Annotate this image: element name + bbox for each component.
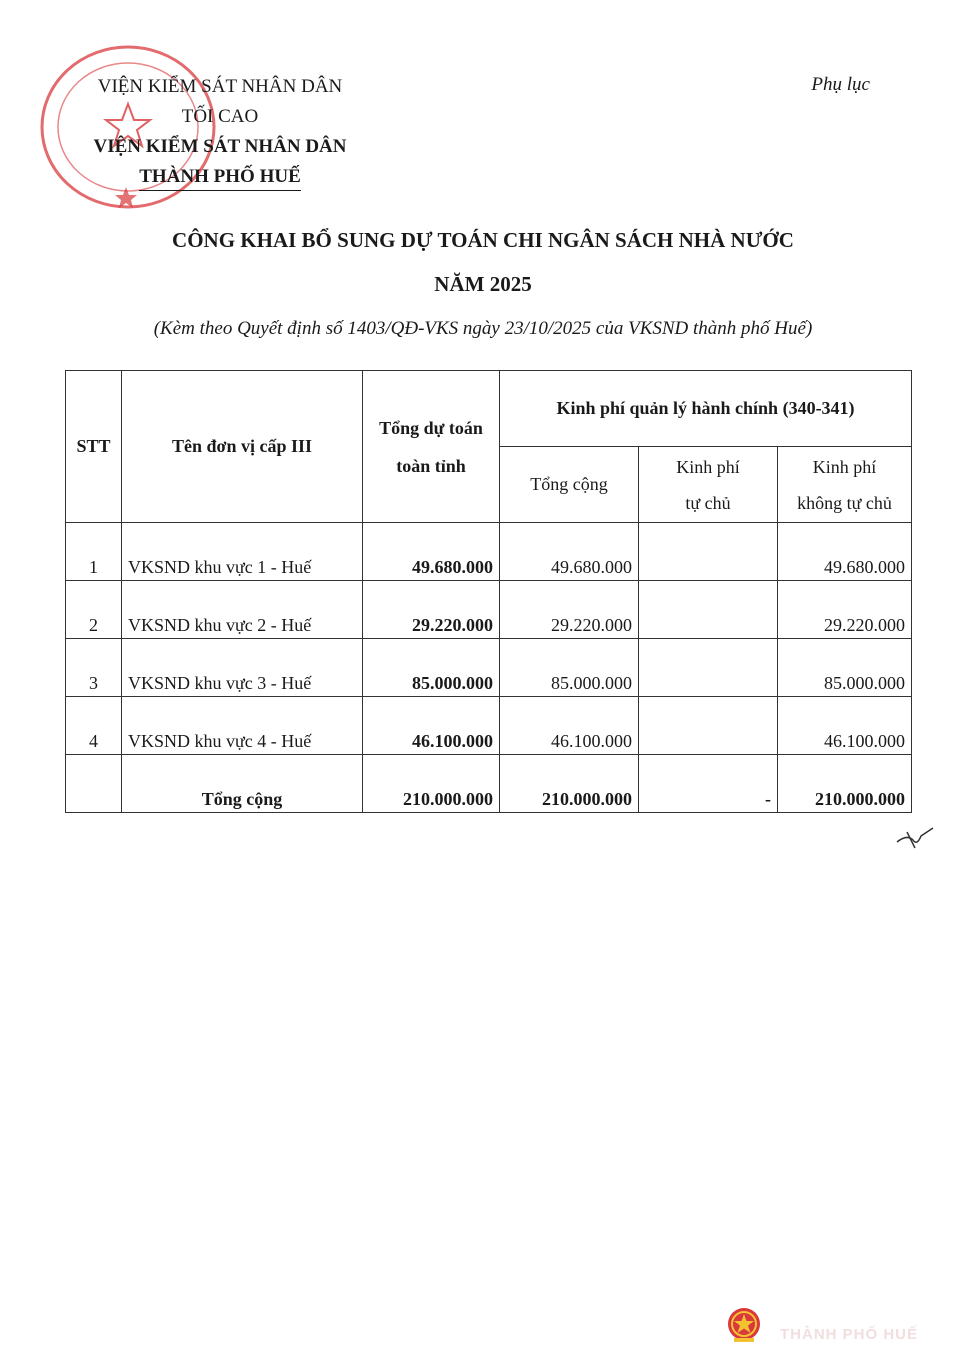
row-total: 46.100.000	[363, 697, 500, 755]
row-stt: 1	[66, 523, 122, 581]
org-line-3: VIỆN KIỂM SÁT NHÂN DÂN	[93, 136, 347, 157]
row-unit-name: VKSND khu vực 4 - Huế	[122, 697, 363, 755]
row-autonomous	[639, 697, 778, 755]
header-non-autonomous	[778, 447, 912, 523]
table-row	[66, 697, 912, 755]
footer-watermark: THÀNH PHỐ HUẾ	[780, 1326, 919, 1343]
total-non-autonomous: 210.000.000	[778, 755, 912, 813]
header-autonomous	[639, 447, 778, 523]
header-total-estimate	[363, 371, 500, 523]
row-non-autonomous: 29.220.000	[778, 581, 912, 639]
row-sub-total: 46.100.000	[500, 697, 639, 755]
row-stt: 3	[66, 639, 122, 697]
row-autonomous	[639, 581, 778, 639]
table-header-row	[66, 371, 912, 447]
table-total-row	[66, 755, 912, 813]
document-subtitle: (Kèm theo Quyết định số 1403/QĐ-VKS ngày 23/10/2025 của VKSND thành phố Huế)	[153, 318, 813, 339]
total-label: Tổng cộng	[122, 755, 363, 813]
org-line-2: TỐI CAO	[181, 106, 259, 127]
header-sub-total: Tổng cộng	[500, 447, 639, 523]
row-non-autonomous: 85.000.000	[778, 639, 912, 697]
total-autonomous: -	[639, 755, 778, 813]
row-stt: 2	[66, 581, 122, 639]
row-unit-name: VKSND khu vực 1 - Huế	[122, 523, 363, 581]
row-stt: 4	[66, 697, 122, 755]
document-title: CÔNG KHAI BỔ SUNG DỰ TOÁN CHI NGÂN SÁCH NHÀ NƯỚC	[172, 228, 794, 252]
total-stt	[66, 755, 122, 813]
issuing-organization	[70, 72, 370, 192]
table-row	[66, 639, 912, 697]
budget-table	[65, 370, 912, 813]
row-sub-total: 29.220.000	[500, 581, 639, 639]
header-non-autonomous-line1: Kinh phí	[812, 456, 877, 477]
row-total: 29.220.000	[363, 581, 500, 639]
document-year: NĂM 2025	[434, 272, 532, 296]
total-total: 210.000.000	[363, 755, 500, 813]
total-sub-total: 210.000.000	[500, 755, 639, 813]
table-row	[66, 523, 912, 581]
header-admin-group: Kinh phí quản lý hành chính (340-341)	[500, 371, 912, 447]
row-sub-total: 49.680.000	[500, 523, 639, 581]
row-unit-name: VKSND khu vực 2 - Huế	[122, 581, 363, 639]
org-line-4: THÀNH PHỐ HUẾ	[139, 164, 301, 191]
row-total: 49.680.000	[363, 523, 500, 581]
row-non-autonomous: 49.680.000	[778, 523, 912, 581]
row-non-autonomous: 46.100.000	[778, 697, 912, 755]
header-autonomous-line2: tự chủ	[685, 492, 731, 513]
row-unit-name: VKSND khu vực 3 - Huế	[122, 639, 363, 697]
header-non-autonomous-line2: không tự chủ	[797, 492, 892, 513]
row-autonomous	[639, 523, 778, 581]
header-autonomous-line1: Kinh phí	[676, 456, 740, 477]
header-unit-name: Tên đơn vị cấp III	[122, 371, 363, 523]
table-row	[66, 581, 912, 639]
header-total-estimate-line2: toàn tỉnh	[396, 455, 466, 476]
appendix-label: Phụ lục	[811, 74, 870, 95]
national-emblem-icon	[726, 1306, 762, 1344]
initial-mark-icon	[895, 822, 935, 852]
row-autonomous	[639, 639, 778, 697]
row-sub-total: 85.000.000	[500, 639, 639, 697]
header-total-estimate-line1: Tổng dự toán	[379, 417, 483, 438]
row-total: 85.000.000	[363, 639, 500, 697]
org-line-1: VIỆN KIỂM SÁT NHÂN DÂN	[97, 76, 343, 97]
header-stt: STT	[66, 371, 122, 523]
